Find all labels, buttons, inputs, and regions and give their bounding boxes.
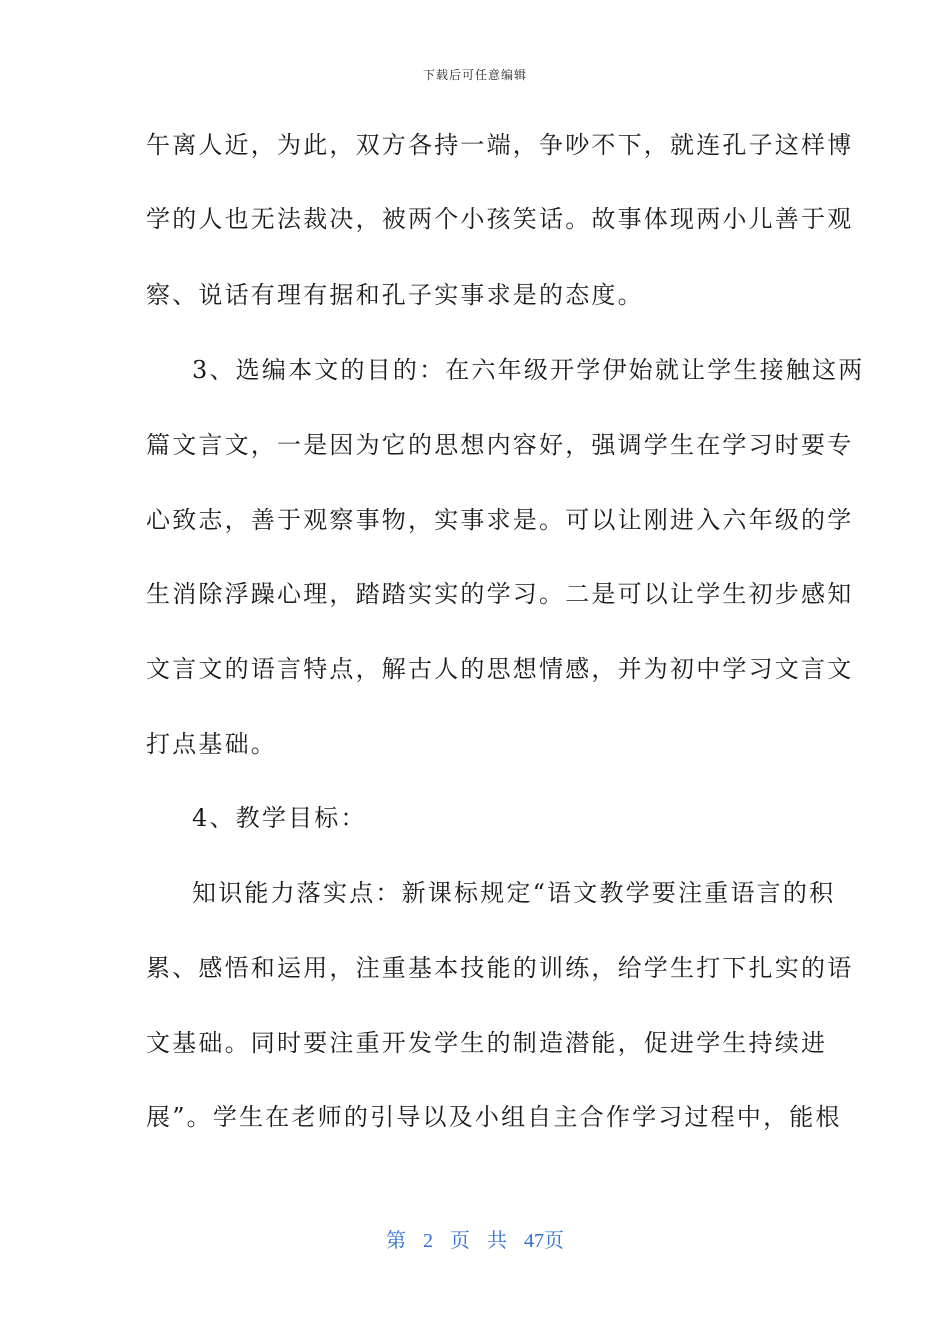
- text-line: 展”。学生在老师的引导以及小组自主合作学习过程中，能根: [146, 1103, 842, 1131]
- page-number: 2: [423, 1230, 433, 1252]
- text-line: 心致志，善于观察事物，实事求是。可以让刚进入六年级的学: [146, 506, 854, 534]
- text-line: 打点基础。: [146, 730, 277, 758]
- text-line: 4、教学目标：: [192, 804, 367, 832]
- text-line: 午离人近，为此，双方各持一端，争吵不下，就连孔子这样博: [146, 131, 854, 159]
- text-line: 察、说话有理有据和孔子实事求是的态度。: [146, 281, 644, 309]
- text-line: 3、选编本文的目的：在六年级开学伊始就让学生接触这两: [192, 356, 865, 384]
- footer-page-label: 页: [450, 1230, 470, 1252]
- text-line: 文基础。同时要注重开发学生的制造潜能，促进学生持续进: [146, 1029, 828, 1057]
- footer-total-label: 共: [487, 1230, 507, 1252]
- page-footer: [0, 1224, 950, 1253]
- text-line: 生消除浮躁心理，踏踏实实的学习。二是可以让学生初步感知: [146, 580, 854, 608]
- text-line: 学的人也无法裁决，被两个小孩笑话。故事体现两小儿善于观: [146, 205, 854, 233]
- total-pages: 47页: [524, 1230, 564, 1252]
- text-line: 知识能力落实点：新课标规定“语文教学要注重语言的积: [192, 879, 836, 907]
- text-line: 篇文言文，一是因为它的思想内容好，强调学生在学习时要专: [146, 431, 854, 459]
- text-line: 文言文的语言特点，解古人的思想情感，并为初中学习文言文: [146, 655, 854, 683]
- text-line: 累、感悟和运用，注重基本技能的训练，给学生打下扎实的语: [146, 954, 854, 982]
- header-note: 下载后可任意编辑: [422, 68, 527, 82]
- footer-prefix: 第: [386, 1230, 406, 1252]
